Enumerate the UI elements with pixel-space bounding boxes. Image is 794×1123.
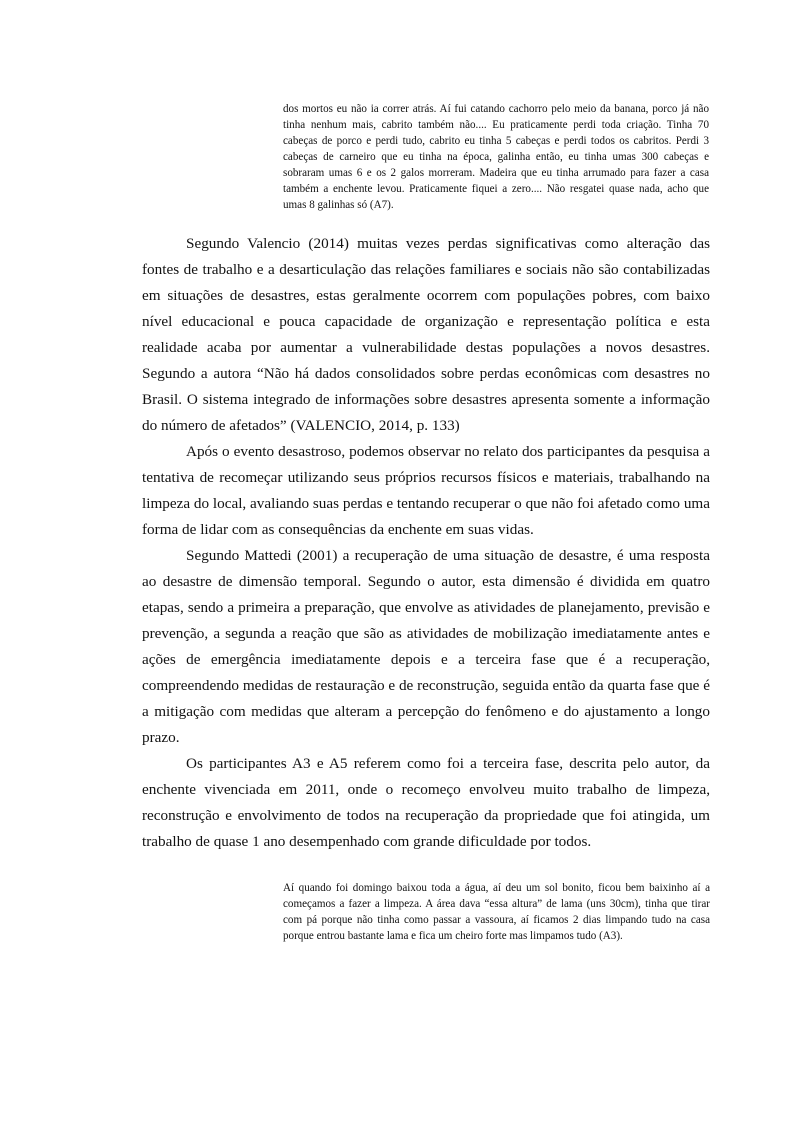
body-text <box>142 231 710 855</box>
block-quote-bottom: Aí quando foi domingo baixou toda a água, aí deu um sol bonito, ficou bem baixinho aí a começamos a fazer a limpeza. A área dava “essa altura” de lama (uns 30cm), tinha que tirar com pá porque não tinha como passar a vassoura, aí ficamos 2 dias limpando tudo na casa porque entrou bastante lama e fica um cheiro forte mas limpamos tudo (A3). <box>283 882 710 942</box>
block-quote-top: dos mortos eu não ia correr atrás. Aí fui catando cachorro pelo meio da banana, porco já não tinha nenhum mais, cabrito também não.... Eu praticamente perdi toda criação. Tinha 70 cabeças de porco e perdi tudo, cabrito eu tinha 5 cabeças e perdi todos os cabritos. Perdi 3 cabeças de carneiro que eu tinha na época, galinha então, eu tinha umas 300 cabeças e sobraram umas 6 e os 2 galos morreram. Madeira que eu tinha arrumado para fazer a casa também a enchente levou. Praticamente fiquei a zero.... Não resgatei quase nada, acho que umas 8 galinhas só (A7). <box>283 103 709 211</box>
paragraph-participantes: Os participantes A3 e A5 referem como foi a terceira fase, descrita pelo autor, da enchente vivenciada em 2011, onde o recomeço envolveu muito trabalho de limpeza, reconstrução e envolvimento de todos na recuperação da propriedade que foi atingida, um trabalho de quase 1 ano desempenhado com grande dificuldade por todos. <box>142 755 710 850</box>
paragraph-valencio: Segundo Valencio (2014) muitas vezes perdas significativas como alteração das fontes de trabalho e a desarticulação das relações familiares e sociais não são contabilizadas em situações de desastres, estas geralmente ocorrem com populações pobres, com baixo nível educacional e pouca capacidade de organização e representação política e esta realidade acaba por aumentar a vulnerabilidade destas populações a novos desastres. Segundo a autora “Não há dados consolidados sobre perdas econômicas com desastres no Brasil. O sistema integrado de informações sobre desastres apresenta somente a informação do número de afetados” (VALENCIO, 2014, p. 133) <box>142 235 710 434</box>
paragraph-mattedi: Segundo Mattedi (2001) a recuperação de uma situação de desastre, é uma resposta ao desastre de dimensão temporal. Segundo o autor, esta dimensão é dividida em quatro etapas, sendo a primeira a preparação, que envolve as atividades de planejamento, previsão e prevenção, a segunda a reação que são as atividades de mobilização imediatamente antes e ações de emergência imediatamente depois e a terceira fase que é a recuperação, compreendendo medidas de restauração e de reconstrução, seguida então da quarta fase que é a mitigação com medidas que alteram a percepção do fenômeno e do ajustamento a longo prazo. <box>142 547 710 746</box>
paragraph-apos-evento: Após o evento desastroso, podemos observar no relato dos participantes da pesquisa a tentativa de recomeçar utilizando seus próprios recursos físicos e materiais, trabalhando na limpeza do local, avaliando suas perdas e tentando recuperar o que não foi afetado como uma forma de lidar com as consequências da enchente em suas vidas. <box>142 443 710 538</box>
